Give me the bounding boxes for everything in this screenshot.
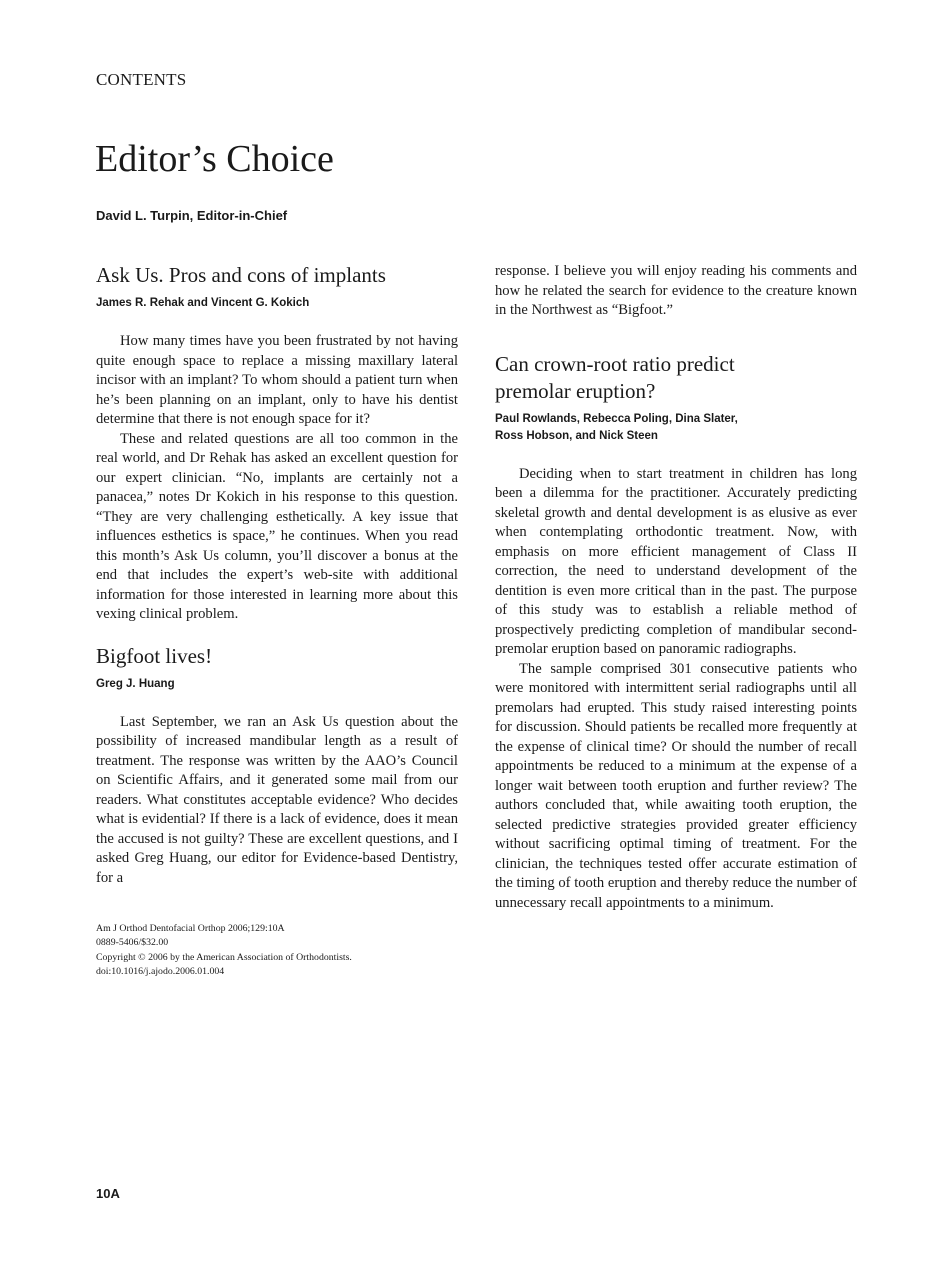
article-authors: Greg J. Huang [96,677,175,690]
article-crown-root [495,351,857,914]
citation-footnote [96,922,352,979]
paragraph: The sample comprised 301 consecutive patients who were monitored with intermittent serial radiographs until all premolars had erupted. This study raised interesting points for discussion. Should patients be recalled more frequently at the expense of clinical time? Or should the number of recall appointments be reduced to a minimum at the expense of a longer wait between tooth eruption and further review? The authors concluded that, while awaiting tooth eruption, the selected predictive strategies provided greater efficiency without sacrificing optimal timing of treatment. For the clinician, the techniques tested offer accurate estimation of the timing of tooth eruption and thereby reduce the number of unnecessary recall appointments to a minimum. [495,660,857,911]
article-title [495,351,857,405]
citation-doi: doi:10.1016/j.ajodo.2006.01.004 [96,965,225,977]
citation-journal: Am J Orthod Dentofacial Orthop 2006;129:10A [96,923,285,934]
article-title-line: Can crown-root ratio predict [495,351,735,376]
paragraph: Last September, we ran an Ask Us question about the possibility of increased mandibular length as a result of treatment. The response was written by the AAO’s Council on Scientific Affairs, and it generated some mail from our readers. What constitutes acceptable evidence? Who decides what is evidential? If there is a lack of evidence, does it mean the accused is not guilty? These are excellent questions, and I asked Greg Huang, our editor for Evidence-based Dentistry, for a [96,713,458,886]
page-number: 10A [96,1186,120,1201]
paragraph: response. I believe you will enjoy reading his comments and how he related the search for evidence to the creature known in the Northwest as “Bigfoot.” [495,263,857,318]
article-ask-us [96,262,458,625]
page-title: Editor’s Choice [95,138,334,180]
article-title: Bigfoot lives! [96,643,213,668]
article-body [495,465,857,914]
article-title-line: premolar eruption? [495,378,656,403]
citation-copyright: Copyright © 2006 by the American Association of Orthodontists. [96,951,352,963]
article-title: Ask Us. Pros and cons of implants [96,263,386,287]
paragraph: How many times have you been frustrated by not having quite enough space to replace a missing maxillary lateral incisor with an implant? To whom should a patient turn when he’s been planning on an implant, only to have his dentist determine that there is not enough space for it? [96,333,458,427]
article-body [96,713,458,889]
paragraph: These and related questions are all too common in the real world, and Dr Rehak has asked an excellent question for our expert clinician. “No, implants are certainly not a panacea,” notes Dr Kokich in his response to this question. “They are very challenging esthetically. A key issue that influences esthetics is space,” he continues. When you read this month’s Ask Us column, you’ll discover a bonus at the end that includes the expert’s web-site with additional information for those interested in learning more about this vexing clinical problem. [96,430,458,622]
article-authors [495,411,857,445]
article-authors: James R. Rehak and Vincent G. Kokich [96,297,310,309]
article-bigfoot [96,643,458,889]
left-column [96,262,458,888]
paragraph: Deciding when to start treatment in children has long been a dilemma for the practitioner. Accurately predicting skeletal growth and dental development is as elusive as ever when contemplating orthodontic treatment. Now, with emphasis on more efficient management of Class II correction, the need to understand development of the dentition is even more critical than in the past. The purpose of this study was to establish a reliable method of prospectively predicting completion of mandibular second-premolar eruption based on panoramic radiographs. [495,465,857,657]
editor-byline: David L. Turpin, Editor-in-Chief [96,208,288,223]
section-label: CONTENTS [96,70,187,89]
article-body [96,332,458,625]
author-line: Ross Hobson, and Nick Steen [495,429,658,442]
article-continuation [495,262,857,321]
citation-issn: 0889-5406/$32.00 [96,937,169,949]
author-line: Paul Rowlands, Rebecca Poling, Dina Slater, [495,412,738,425]
right-column [495,262,857,913]
